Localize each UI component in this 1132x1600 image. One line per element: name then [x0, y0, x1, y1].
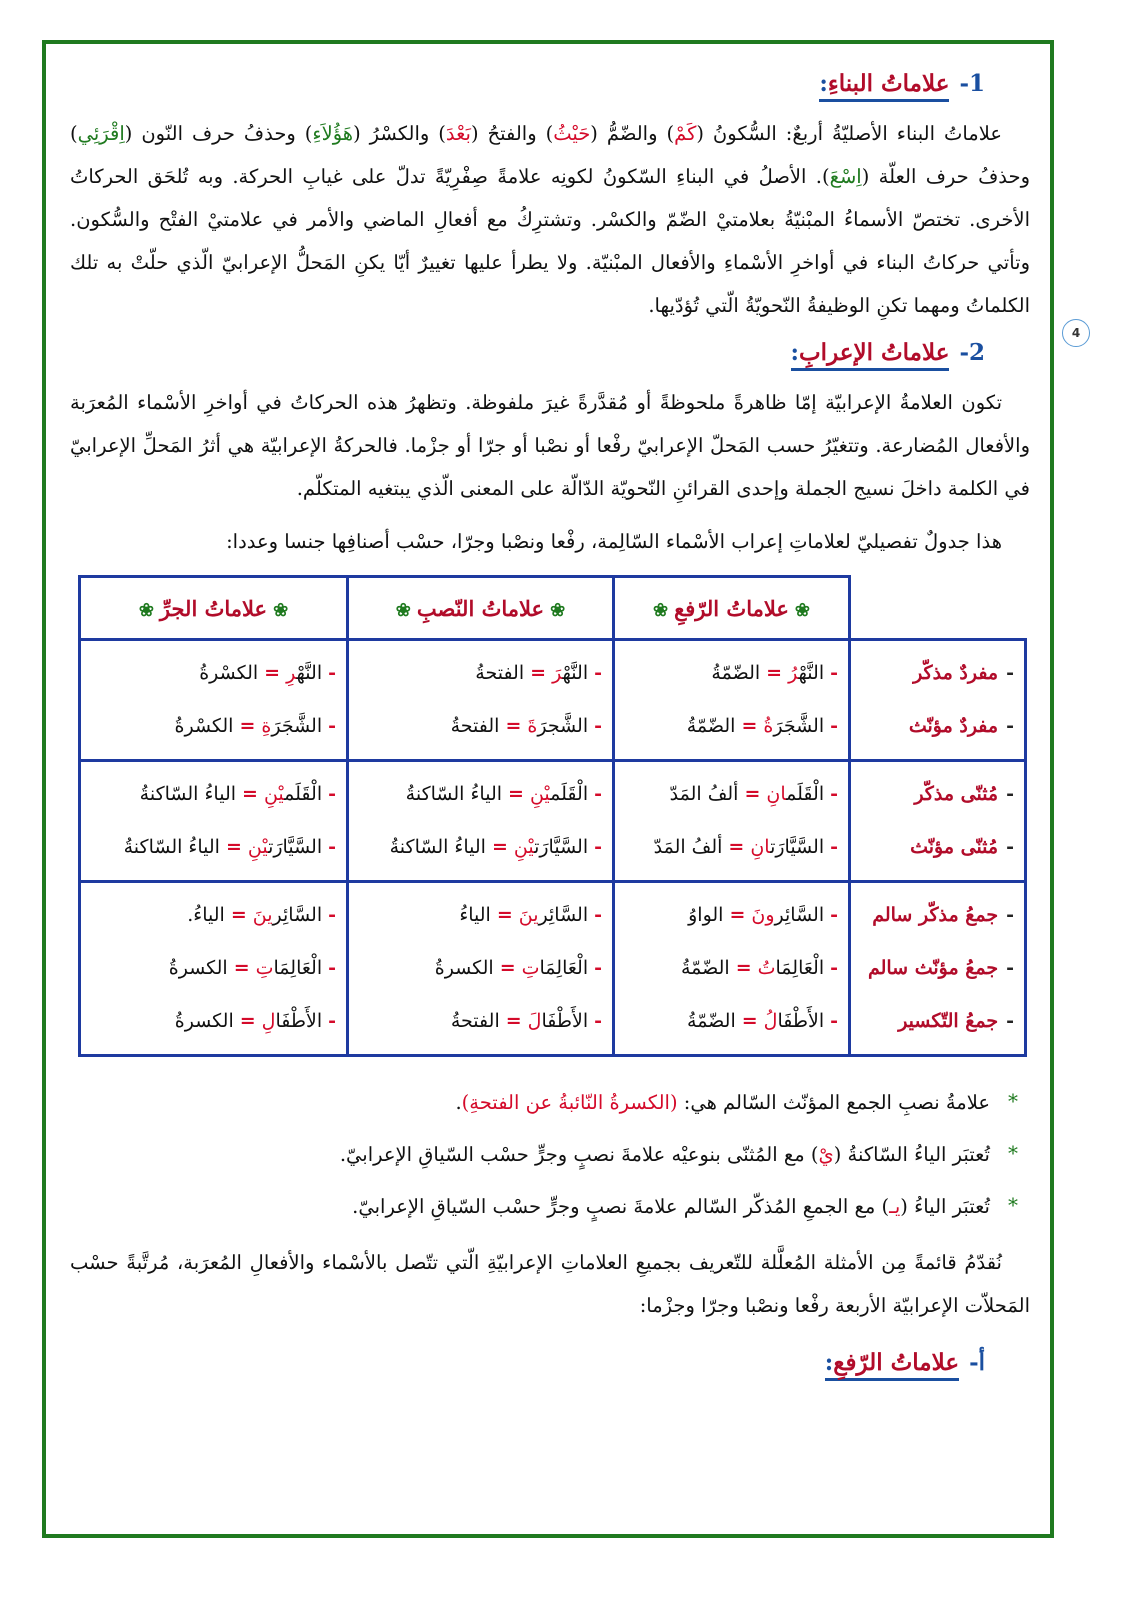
section-1-body: [70, 112, 1030, 327]
category-label: مُثنّى مؤنّث: [910, 836, 999, 858]
section-1-number: 1-: [959, 70, 985, 97]
section-2-paragraph: تكون العلامةُ الإعرابيّة إمّا ظاهرةً ملحوظةً أو مُقدَّرةً غيرَ ملفوظة. وتظهرُ هذه الحركاتُ في أواخرِ الأسْماء المُعرَبة والأفعال المُضارعة. وتتغيّرُ حسب المَحلّ الإعرابيّ رفْعا أو نصْبا أو جرّا أو جزْما. فالحركةُ الإعرابيّة هي أثرُ المَحلِّ الإعرابيّ في الكلمة داخلَ نسيج الجملة وإحدى القرائنِ النّحويّة الدّالّة على المعنى الّذي يبتغيه المتكلّم.: [70, 391, 1030, 500]
inflection-table: [78, 575, 1027, 1057]
section-2-heading: [70, 339, 1030, 371]
example-word: كَمْ: [674, 122, 697, 145]
star-icon: *: [1008, 1193, 1018, 1217]
category-label: جمعُ التّكسير: [898, 1010, 999, 1032]
nasb-cell: -الْقَلَميْنِ=الياءُ السّاكنةُ -السَّيَّارَتيْنِ=الياءُ السّاكنةُ: [348, 761, 614, 882]
note-item: * علامةُ نصبِ الجمع المؤنّث السّالم هي: (الكسرةُ النّائبةُ عن الفتحةِ).: [70, 1077, 1030, 1129]
section-2-title-text: علاماتُ الإعرابِ: [799, 339, 950, 366]
jarr-cell: -النَّهْرِ=الكسْرةُ -الشَّجَرَةِ=الكسْرةُ: [80, 640, 348, 761]
category-label: مفردٌ مذكّر: [913, 662, 999, 684]
closing-paragraph: نُقدّمُ قائمةً مِن الأمثلة المُعلَّلة للتّعريف بجميعِ العلاماتِ الإعرابيّةِ الّتي تتّصل بالأسْماء والأفعالِ المُعرَبة، مُرتَّبةً حسْب المَحلاّت الإعرابيّة الأربعة رفْعا ونصْبا وجرّا وجزْما:: [70, 1251, 1030, 1317]
table-row-plural: [80, 882, 1026, 1056]
section-1-paragraph: علاماتُ البناء الأصليّةُ أربعٌ: السُّكونُ (كَمْ) والضّمُّ (حَيْثُ) والفتحُ (بَعْدَ) والكسْرُ (هَؤُلاَءِ) وحذفُ حرف النّون (اِقْرَئِي) وحذفُ حرف العلّة (اِسْعَ). الأصلُ في البناءِ السّكونُ لكونِه علامةً صِفْرِيّةً تدلّ على غيابِ الحركة. وبه تُلحَق الحركاتُ الأخرى. تختصّ الأسماءُ المبْنيّةُ بعلامتيْ الضّمّ والكسْر. وتشترِكُ مع أفعالِ الماضي والأمر في علامتيْ الفتْح والسُّكون. وتأتي حركاتُ البناء في أواخرِ الأسْماءِ والأفعال المبْنيّة. ولا يطرأ عليها تغييرٌ أيّا يكنِ المَحلُّ الإعرابيّ الّذي حلّتْ به تلك الكلماتُ ومهما تكنِ الوظيفةُ النّحويّةُ الّتي تُؤدّيها.: [70, 122, 1030, 317]
example-word: اِقْرَئِي: [77, 122, 125, 145]
header-raf: ❀علاماتُ الرّفعِ❀: [614, 577, 850, 640]
section-3-heading: [70, 1349, 1030, 1381]
section-2-body: [70, 381, 1030, 563]
raf-cell: -النَّهْرُ=الضّمّةُ -الشَّجَرَةُ=الضّمّةُ: [614, 640, 850, 761]
note-item: * تُعتبَر الياءُ (يـ) مع الجمعِ المُذكّر السّالم علامةَ نصبٍ وجرٍّ حسْب السّياقِ الإعرابيّ.: [70, 1181, 1030, 1233]
header-nasb: ❀علاماتُ النّصبِ❀: [348, 577, 614, 640]
section-1-heading: [70, 70, 1030, 102]
nasb-cell: -السَّائِرينَ=الياءُ -الْعَالِمَاتِ=الكسرةُ -الأَطْفَالَ=الفتحةُ: [348, 882, 614, 1056]
section-1-title-text: علاماتُ البناءِ: [827, 70, 950, 97]
category-cell: -مفردٌ مذكّر -مفردٌ مؤنّث: [850, 640, 1026, 761]
table-corner: [850, 577, 1026, 640]
header-jarr: ❀علاماتُ الجرِّ❀: [80, 577, 348, 640]
example-word: هَؤُلاَءِ: [312, 122, 354, 145]
jarr-cell: -الْقَلَميْنِ=الياءُ السّاكنةُ -السَّيَّارَتيْنِ=الياءُ السّاكنةُ: [80, 761, 348, 882]
category-cell: -مُثنّى مذكّر -مُثنّى مؤنّث: [850, 761, 1026, 882]
category-cell: -جمعُ مذكّر سالم -جمعُ مؤنّث سالم -جمعُ التّكسير: [850, 882, 1026, 1056]
table-header-row: [80, 577, 1026, 640]
page-content: [70, 62, 1030, 1391]
raf-cell: -الْقَلَمانِ=ألفُ المَدّ -السَّيَّارَتانِ=ألفُ المَدّ: [614, 761, 850, 882]
example-word: حَيْثُ: [553, 122, 591, 145]
section-3-title-text: علاماتُ الرّفعِ: [833, 1349, 960, 1376]
category-label: جمعُ مؤنّث سالم: [867, 957, 999, 979]
raf-cell: -السَّائِرونَ=الواوُ -الْعَالِمَاتُ=الضّمّةُ -الأَطْفَالُ=الضّمّةُ: [614, 882, 850, 1056]
section-3-title: علاماتُ الرّفعِ:: [825, 1349, 959, 1381]
category-label: جمعُ مذكّر سالم: [872, 904, 999, 926]
example-word: بَعْدَ: [445, 122, 471, 145]
section-2-title: علاماتُ الإعرابِ:: [791, 339, 950, 371]
notes-list: [70, 1077, 1030, 1233]
table-row-singular: [80, 640, 1026, 761]
note-item: * تُعتبَر الياءُ السّاكنةُ (يْ) مع المُثنّى بنوعيْه علامةَ نصبٍ وجرٍّ حسْب السّياقِ الإعرابيّ.: [70, 1129, 1030, 1181]
section-3-number: أ-: [969, 1349, 985, 1376]
star-icon: *: [1008, 1141, 1018, 1165]
example-word: اِسْعَ: [829, 165, 862, 188]
page-number: 4: [1062, 319, 1090, 347]
category-label: مفردٌ مؤنّث: [908, 715, 999, 737]
table-row-dual: [80, 761, 1026, 882]
section-1-title: علاماتُ البناءِ:: [819, 70, 949, 102]
section-2-number: 2-: [959, 339, 985, 366]
star-icon: *: [1008, 1089, 1018, 1113]
jarr-cell: -السَّائِرينَ=الياءُ. -الْعَالِمَاتِ=الكسرةُ -الأَطْفَالِ=الكسرةُ: [80, 882, 348, 1056]
table-intro: هذا جدولٌ تفصيليّ لعلاماتِ إعراب الأسْماء السّالِمة، رفْعا ونصْبا وجرّا، حسْب أصنافِها جنسا وعددا:: [226, 530, 1002, 553]
nasb-cell: -النَّهْرَ=الفتحةُ -الشَّجرَةَ=الفتحةُ: [348, 640, 614, 761]
category-label: مُثنّى مذكّر: [914, 783, 999, 805]
